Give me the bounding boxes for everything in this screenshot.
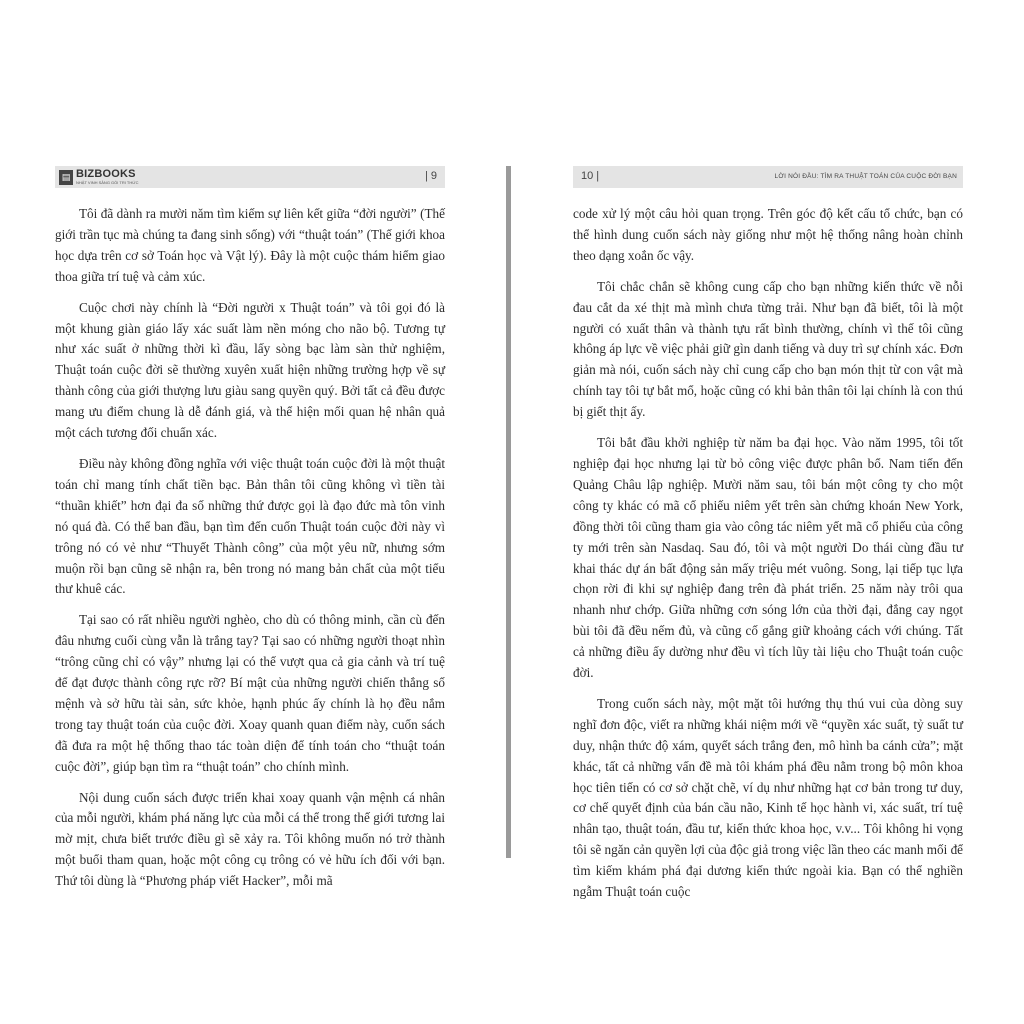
right-page-header <box>573 166 963 188</box>
paragraph: Nội dung cuốn sách được triển khai xoay quanh vận mệnh cá nhân của mỗi người, khám phá năng lực của mỗi cá thể trong thế giới tương lai mờ mịt, chưa biết trước điều gì sẽ xảy ra. Tôi không muốn nó trở thành một buổi tham quan, hoặc một công cụ trông có vẻ hữu ích đối với bạn. Thứ tôi dùng là “Phương pháp viết Hacker”, mỗi mã <box>55 789 445 889</box>
right-page-body <box>573 204 963 903</box>
paragraph: Tôi đã dành ra mười năm tìm kiếm sự liên kết giữa “đời người” (Thế giới trần tục mà chúng ta đang sinh sống) với “thuật toán” (Thế giới khoa học dựa trên cơ sở Toán học và Vật lý). Đây là một cuộc thám hiểm giao thoa giữa trí tuệ và cảm xúc. <box>55 206 445 284</box>
paragraph: Tại sao có rất nhiều người nghèo, cho dù có thông minh, cần cù đến đâu nhưng cuối cùng vẫn là trắng tay? Tại sao có những người thoạt nhìn “trông cũng chỉ có vậy” nhưng lại có thể vượt qua cả gia cảnh và trí tuệ để đạt được thành công rực rỡ? Bí mật của những người chiến thắng số mệnh và sở hữu tài sản, sức khỏe, hạnh phúc ấy chính là họ đều nắm trong tay thuật toán của cuộc đời. Xoay quanh quan điểm này, cuốn sách đã đưa ra một hệ thống thao tác toàn diện để tính toán cho “thuật toán cuộc đời”, giúp bạn tìm ra “thuật toán” cho chính mình. <box>55 612 445 774</box>
logo-brand: BIZBOOKS <box>76 168 136 180</box>
page-number: | 9 <box>424 170 437 182</box>
book-spine-divider <box>506 166 511 858</box>
right-page <box>573 166 963 913</box>
paragraph: code xử lý một câu hỏi quan trọng. Trên góc độ kết cấu tổ chức, bạn có thể hình dung cuốn sách này giống như một hệ thống nâng hoàn chỉnh theo dạng xoắn ốc vậy. <box>573 206 963 263</box>
paragraph: Trong cuốn sách này, một mặt tôi hướng thụ thú vui của dòng suy nghĩ đơn độc, viết ra những khái niệm mới về “quyền xác suất, tỷ suất tư duy, nhận thức độ xám, quyết sách trắng đen, mô hình ba cánh cửa”; mặt khác, tất cả những vấn đề mà tôi khám phá đều nằm trong bộ môn khoa học tiên tiến có cơ sở chặt chẽ, ví dụ như những hạt cơ bản trong tư duy, cơ chế quyết định của bán cầu não, Kinh tế học hành vi, xác suất, trí tuệ nhân tạo, thuật toán, đầu tư, kiến thức khoa học, v.v... Tôi không hi vọng tôi sẽ ngăn cản quyền lợi của độc giả trong việc lần theo các manh mối để tìm kiếm khám phá đại dương kiến thức ngoài kia. Bạn có thể nghiền ngẫm Thuật toán cuộc <box>573 695 964 900</box>
logo-tagline: NHẬT VINH SẢNG GÓI TRI THỨC <box>76 180 139 185</box>
left-page-body <box>55 204 445 892</box>
chapter-title: LỜI NÓI ĐẦU: TÌM RA THUẬT TOÁN CỦA CUỘC ĐỜI BẠN <box>774 173 957 180</box>
paragraph: Tôi bắt đầu khởi nghiệp từ năm ba đại học. Vào năm 1995, tôi tốt nghiệp đại học nhưng lại từ bỏ công việc được phân bổ. Nam tiến đến Quảng Châu lập nghiệp. Mười năm sau, tôi bán một công ty cho một công ty khác có mã cổ phiếu niêm yết trên sàn chứng khoán New York, đồng thời tôi cũng tham gia vào công tác niêm yết mã cổ phiếu của công ty mới trên sàn Nasdaq. Sau đó, tôi và một người Do thái cùng đầu tư khai thác dự án bất động sản mấy triệu mét vuông. Song, lại tiếp tục lựa chọn rời đi khi sự nghiệp đang trên đà phát triển. 25 năm này trôi qua nhanh như chớp. Giữa những cơn sóng lớn của thời đại, đắng cay ngọt bùi tôi đã đều nếm đủ, và cũng cố gắng giữ khoảng cách với chúng. Tất cả những điều ấy dường như đều vì tích lũy tài liệu cho Thuật toán cuộc đời. <box>573 435 963 681</box>
bizbooks-logo-icon: ▤ <box>59 170 73 185</box>
paragraph: Tôi chắc chắn sẽ không cung cấp cho bạn những kiến thức về nỗi đau cắt da xé thịt mà mình chưa từng trải. Như bạn đã biết, tôi là một người có xuất thân và thành tựu rất bình thường, chính vì thế tôi cũng không áp lực về việc phải giữ gìn danh tiếng và duy trì sự chính xác. Đơn giản mà nói, cuốn sách này chỉ cung cấp cho bạn món thịt từ con vật mà chính tay tôi tự bắt mổ, hoặc cũng có khi bản thân tôi lại chính là con thú bị giết thịt ấy. <box>573 278 963 420</box>
paragraph: Cuộc chơi này chính là “Đời người x Thuật toán” và tôi gọi đó là một khung giàn giáo lấy xác suất làm nền móng cho não bộ. Tương tự như xác suất ở những thời kì đầu, lấy sòng bạc làm sàn thử nghiệm, Thuật toán cuộc đời sẽ thường xuyên xuất hiện những trường hợp về sự thành công của giới thượng lưu giàu sang quyền quý. Bởi tất cả đều được mang ưu điểm chung là dễ đánh giá, và thể hiện mối quan hệ nhân quả một cách tương đối chuẩn xác. <box>55 299 445 441</box>
paragraph: Điều này không đồng nghĩa với việc thuật toán cuộc đời là một thuật toán chỉ mang tính chất tiền bạc. Bản thân tôi cũng không vì tiền tài “thuần khiết” hơn đại đa số những thứ được gọi là đạo đức mà tôn vinh nó quá đà. Có thể ban đầu, bạn tìm đến cuốn Thuật toán cuộc đời này vì trông nó có vẻ như “Thuyết Thành công” của một yêu nữ, nhưng sớm muộn rồi bạn cũng sẽ nhận ra, bên trong nó mang bản chất của một tiểu thư khuê các. <box>55 455 445 597</box>
left-page-header <box>55 166 445 188</box>
left-page <box>55 166 445 902</box>
page-number: 10 | <box>581 170 600 182</box>
bizbooks-logo <box>59 169 139 185</box>
